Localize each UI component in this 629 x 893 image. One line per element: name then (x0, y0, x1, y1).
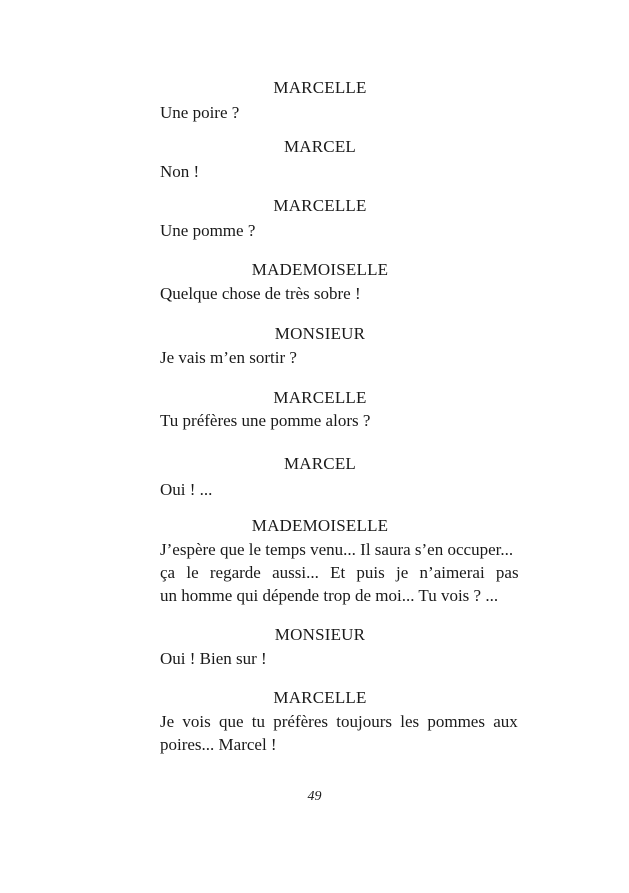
dialogue-line: Non ! (160, 162, 200, 181)
dialogue-line: Oui ! ... (160, 480, 213, 499)
dialogue-line: Tu préfères une pomme alors ? (160, 411, 371, 430)
dialogue-line: Une poire ? (160, 103, 240, 122)
speaker-name: MADEMOISELLE (251, 260, 389, 279)
speaker-name: MARCELLE (273, 388, 367, 407)
speaker-name: MARCEL (283, 137, 357, 156)
speaker-name: MADEMOISELLE (251, 516, 389, 535)
dialogue-line: Quelque chose de très sobre ! (160, 284, 361, 303)
dialogue-line: un homme qui dépende trop de moi... Tu vois ? ... (160, 586, 499, 605)
dialogue-line: Je vois que tu préfères toujours les pommes aux (160, 712, 518, 731)
speaker-name: MARCELLE (273, 196, 367, 215)
speaker-name: MARCELLE (273, 78, 367, 97)
dialogue-line: Une pomme ? (160, 221, 256, 240)
dialogue-line: Je vais m’en sortir ? (160, 348, 297, 367)
page-number: 49 (307, 789, 322, 804)
speaker-name: MARCEL (283, 454, 357, 473)
dialogue-line: ça le regarde aussi... Et puis je n’aimerai pas (160, 563, 519, 582)
speaker-name: MONSIEUR (274, 324, 366, 343)
speaker-name: MARCELLE (273, 688, 367, 707)
dialogue-line: J’espère que le temps venu... Il saura s’en occuper... (160, 540, 514, 559)
speaker-name: MONSIEUR (274, 625, 366, 644)
dialogue-line: Oui ! Bien sur ! (160, 649, 267, 668)
dialogue-line: poires... Marcel ! (160, 735, 277, 754)
